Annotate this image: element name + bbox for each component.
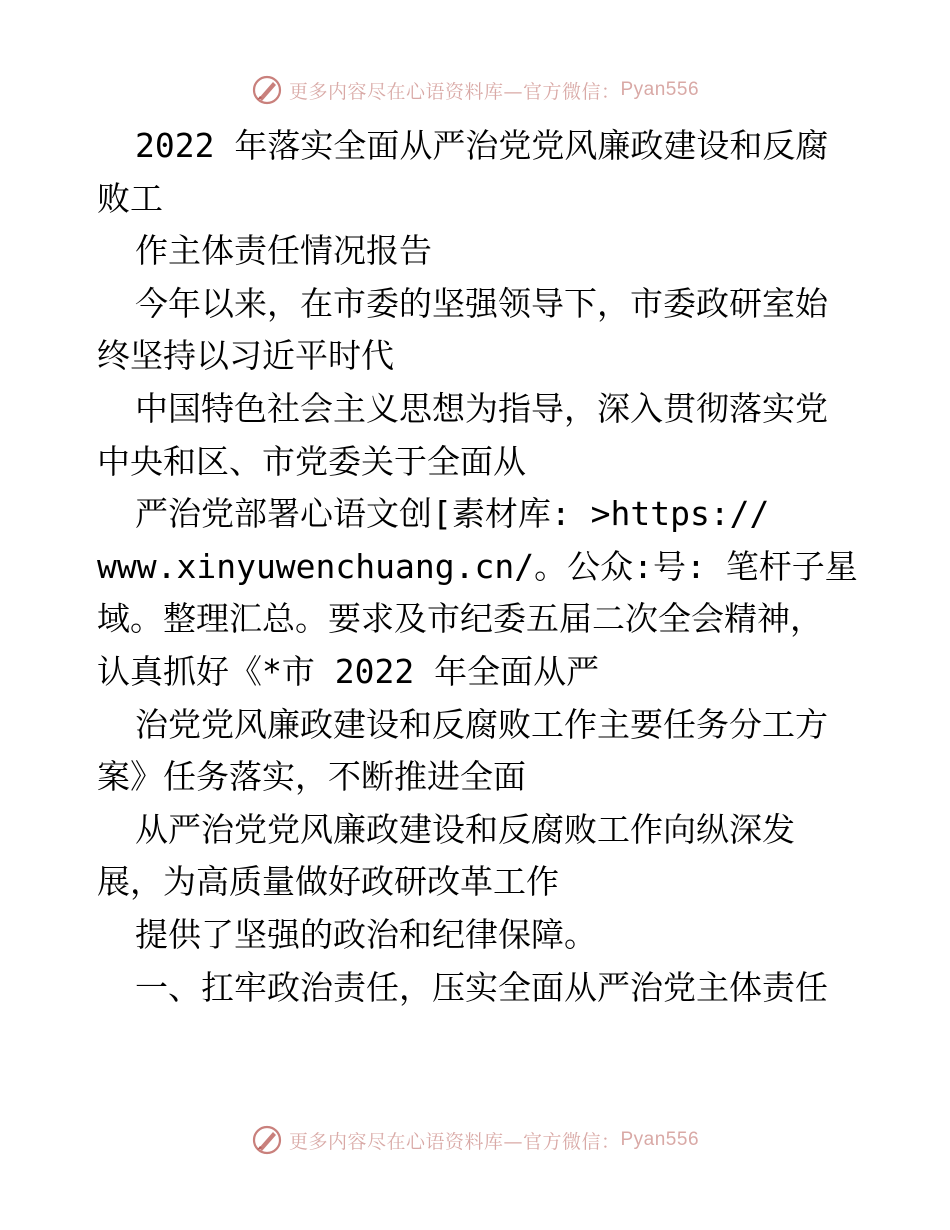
text-line: 败工 xyxy=(97,178,163,218)
text-line: 案》任务落实，不断推进全面 xyxy=(97,757,526,797)
watermark-text: 更多内容尽在心语资料库—官方微信： xyxy=(288,1130,621,1153)
text-line: 终坚持以习近平时代 xyxy=(97,336,394,376)
watermark-account: Pyan556 xyxy=(620,79,700,100)
text-line: 提供了坚强的政治和纪律保障。 xyxy=(135,914,597,954)
text-line: 严治党部署心语文创[素材库: >https:// xyxy=(135,494,770,534)
header-watermark xyxy=(0,70,950,110)
text-line: 中国特色社会主义思想为指导，深入贯彻落实党 xyxy=(135,388,828,428)
text-line: 今年以来，在市委的坚强领导下，市委政研室始 xyxy=(135,283,828,323)
quill-pen-circle-icon xyxy=(251,74,283,106)
text-line: 中央和区、市党委关于全面从 xyxy=(97,441,526,481)
watermark-text: 更多内容尽在心语资料库—官方微信： xyxy=(288,80,621,103)
text-line: 一、扛牢政治责任，压实全面从严治党主体责任 xyxy=(135,967,828,1007)
quill-pen-circle-icon xyxy=(251,1124,283,1156)
watermark-account: Pyan556 xyxy=(620,1129,700,1150)
text-line: 展，为高质量做好政研改革工作 xyxy=(97,862,559,902)
text-line: 治党党风廉政建设和反腐败工作主要任务分工方 xyxy=(135,704,828,744)
footer-watermark xyxy=(0,1120,950,1160)
text-line: 域。整理汇总。要求及市纪委五届二次全会精神， xyxy=(97,599,823,639)
text-line: 从严治党党风廉政建设和反腐败工作向纵深发 xyxy=(135,809,795,849)
text-line: www.xinyuwenchuang.cn/。公众:号: 笔杆子星 xyxy=(97,546,858,586)
text-line: 2022 年落实全面从严治党党风廉政建设和反腐 xyxy=(135,126,829,165)
text-line: 认真抓好《*市 2022 年全面从严 xyxy=(97,651,600,691)
document-body xyxy=(97,120,857,1014)
text-line: 作主体责任情况报告 xyxy=(135,231,432,271)
